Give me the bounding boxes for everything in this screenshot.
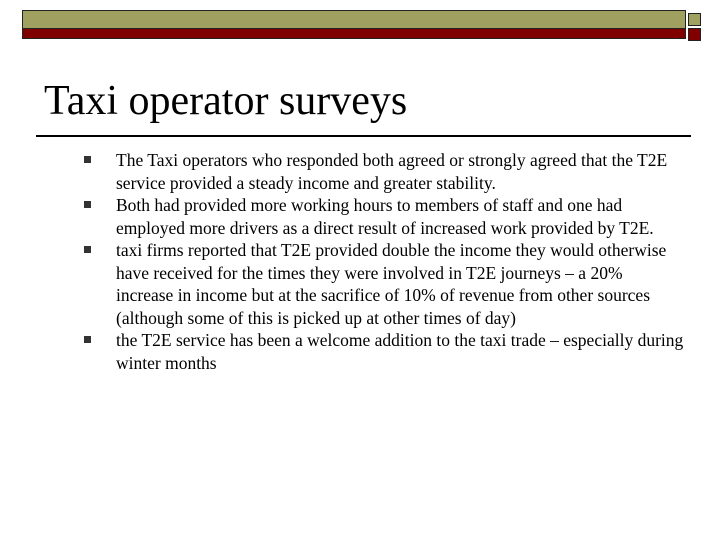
- bullet-text: the T2E service has been a welcome addition to the taxi trade – especially during winter months: [116, 330, 684, 373]
- bullet-item: [84, 149, 684, 194]
- square-bullet-icon: [84, 156, 91, 163]
- corner-decor-square-olive: [688, 13, 701, 26]
- square-bullet-icon: [84, 246, 91, 253]
- header-decor-bar-olive: [22, 10, 686, 29]
- square-bullet-icon: [84, 336, 91, 343]
- title-divider: [36, 135, 691, 137]
- header-decor-bar-red: [22, 29, 686, 39]
- bullet-text: Both had provided more working hours to members of staff and one had employed more drivers as a direct result of increased work provided by T2E.: [116, 195, 654, 238]
- bullet-item: [84, 329, 684, 374]
- slide-title: Taxi operator surveys: [44, 78, 408, 124]
- bullet-item: [84, 194, 684, 239]
- bullet-item: [84, 239, 684, 329]
- square-bullet-icon: [84, 201, 91, 208]
- corner-decor-square-red: [688, 28, 701, 41]
- bullet-list: [84, 149, 684, 374]
- bullet-text: The Taxi operators who responded both agreed or strongly agreed that the T2E service provided a steady income and greater stability.: [116, 150, 668, 193]
- bullet-text: taxi firms reported that T2E provided double the income they would otherwise have received for the times they were involved in T2E journeys – a 20% increase in income but at the sacrifice of 10% of revenue from other sources (although some of this is picked up at other times of day): [116, 240, 667, 328]
